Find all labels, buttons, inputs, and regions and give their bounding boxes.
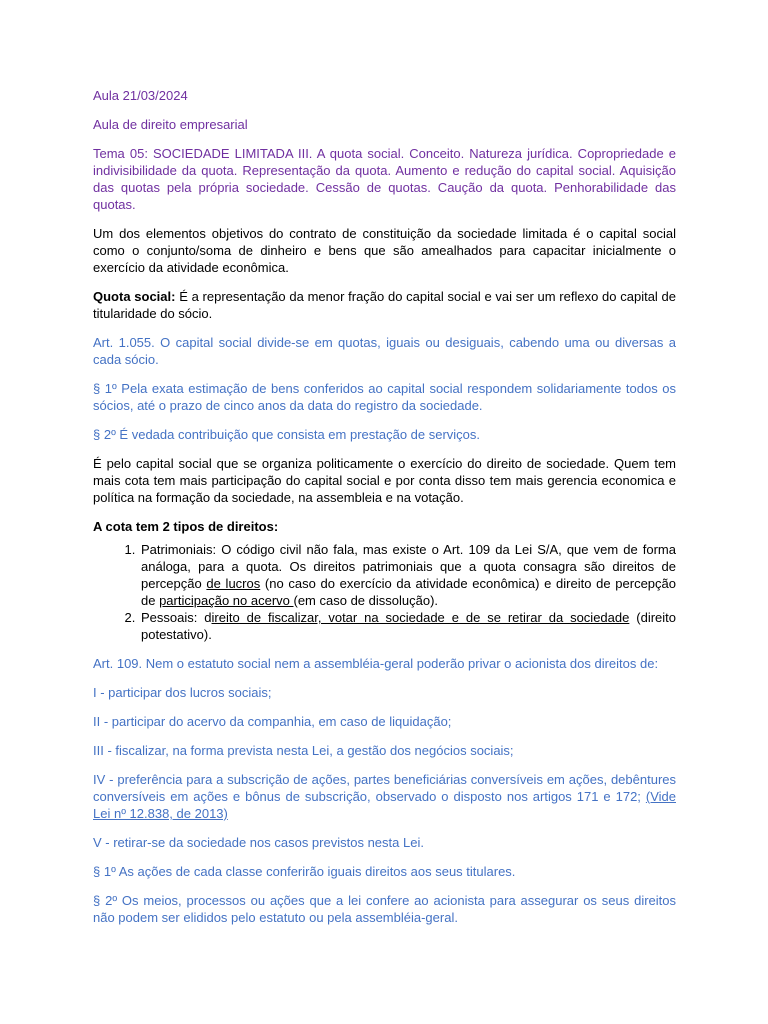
vide-lei-link[interactable]: (Vide Lei nº 12.838, de 2013) — [93, 789, 676, 821]
quota-term: Quota social: — [93, 289, 176, 304]
art-109-paragraph-2: § 2º Os meios, processos ou ações que a lei confere ao acionista para assegurar os seus direitos não podem ser elididos pelo estatuto ou pela assembléia-geral. — [93, 893, 676, 925]
pessoais-text-b: (direito potestativo). — [141, 610, 677, 642]
rights-list — [93, 541, 676, 643]
art-109-item-i: I - participar dos lucros sociais; — [93, 685, 272, 700]
politics-paragraph: É pelo capital social que se organiza politicamente o exercício do direito de sociedade. Quem tem mais cota tem mais participação do capital social e por conta disso tem mais gerencia economica e política na formação da sociedade, na assembleia e na votação. — [93, 456, 676, 505]
art-109-item-iii: III - fiscalizar, na forma prevista nesta Lei, a gestão dos negócios sociais; — [93, 743, 514, 758]
patrimoniais-underline-lucros: de lucros — [206, 576, 261, 591]
course-title: Aula de direito empresarial — [93, 117, 248, 132]
pessoais-text-a: Pessoais: d — [141, 610, 212, 625]
patrimoniais-underline-acervo: participação no acervo — [159, 593, 294, 608]
list-item-patrimoniais — [139, 541, 676, 609]
topic-paragraph: Tema 05: SOCIEDADE LIMITADA III. A quota social. Conceito. Natureza jurídica. Copropriedade e indivisibilidade da quota. Representação da quota. Aumento e redução do capital social. Aquisição das quotas pela própria sociedade. Cessão de quotas. Caução da quota. Penhorabilidade das quotas. — [93, 146, 676, 212]
art-109-head: Art. 109. Nem o estatuto social nem a assembléia-geral poderão privar o acionista dos direitos de: — [93, 656, 659, 671]
patrimoniais-text-c: (em caso de dissolução). — [293, 593, 439, 608]
rights-heading: A cota tem 2 tipos de direitos: — [93, 519, 279, 534]
art-109-item-ii: II - participar do acervo da companhia, em caso de liquidação; — [93, 714, 452, 729]
pessoais-underline: ireito de fiscalizar, votar na sociedade e de se retirar da sociedade — [211, 610, 630, 625]
art-109-paragraph-1: § 1º As ações de cada classe conferirão iguais direitos aos seus titulares. — [93, 864, 516, 879]
quota-definition-text: É a representação da menor fração do capital social e vai ser um reflexo do capital de titularidade do sócio. — [93, 289, 676, 321]
patrimoniais-text-a: Patrimoniais: O código civil não fala, mas existe o Art. 109 da Lei S/A, que vem de forma análoga, para a quota. Os direitos patrimoniais que a quota consagra são direitos de percepção — [141, 542, 676, 591]
art-1055-paragraph-1: § 1º Pela exata estimação de bens conferidos ao capital social respondem solidariamente todos os sócios, até o prazo de cinco anos da data do registro da sociedade. — [93, 381, 676, 413]
patrimoniais-text-b: (no caso do exercício da atividade econômica) e direito de percepção de — [141, 576, 676, 608]
art-109-item-iv — [93, 771, 676, 822]
art-1055-paragraph-2: § 2º É vedada contribuição que consista em prestação de serviços. — [93, 427, 481, 442]
document-body — [93, 87, 676, 938]
art-109-item-v: V - retirar-se da sociedade nos casos previstos nesta Lei. — [93, 835, 424, 850]
art-109-item-iv-text: IV - preferência para a subscrição de ações, partes beneficiárias conversíveis em ações, debêntures conversíveis em ações e bônus de subscrição, observado o disposto nos artigos 171 e 172; — [93, 772, 676, 804]
quota-definition — [93, 288, 676, 322]
art-1055-head: Art. 1.055. O capital social divide-se em quotas, iguais ou desiguais, cabendo uma ou diversas a cada sócio. — [93, 335, 676, 367]
intro-paragraph: Um dos elementos objetivos do contrato de constituição da sociedade limitada é o capital social como o conjunto/soma de dinheiro e bens que são amealhados para capacitar inicialmente o exercício da atividade econômica. — [93, 226, 676, 275]
class-date: Aula 21/03/2024 — [93, 88, 188, 103]
list-item-pessoais — [139, 609, 676, 643]
